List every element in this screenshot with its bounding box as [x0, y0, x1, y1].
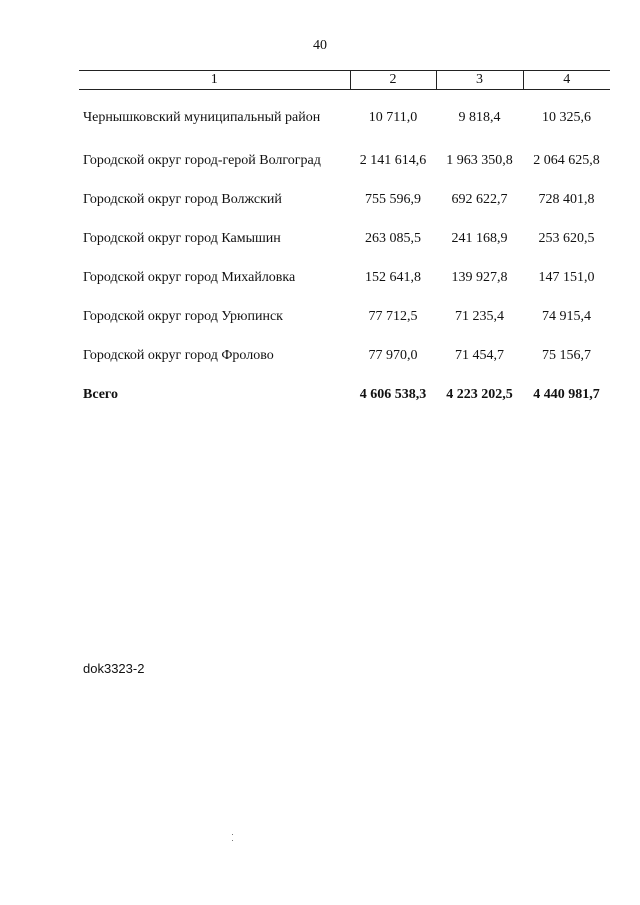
table-row [79, 90, 610, 142]
row-name: Городской округ город Урюпинск [83, 308, 283, 324]
table-header [79, 71, 610, 90]
document-code: dok3323-2 [83, 661, 145, 676]
scan-speck [232, 834, 233, 835]
table-body [79, 90, 610, 415]
row-value-col4: 10 325,6 [542, 109, 591, 125]
table-row [79, 219, 610, 258]
column-header-3: 3 [436, 71, 523, 90]
column-header-2: 2 [350, 71, 436, 90]
row-value-col3: 71 454,7 [455, 347, 504, 363]
row-value-col2: 77 970,0 [368, 347, 418, 363]
row-value-col4: 147 151,0 [538, 269, 595, 285]
row-value-col2: 755 596,9 [365, 191, 421, 207]
table-row [79, 141, 610, 180]
row-name: Городской округ город Михайловка [83, 269, 296, 285]
row-value-col4: 2 064 625,8 [533, 152, 600, 168]
row-value-col2: 2 141 614,6 [359, 152, 427, 168]
total-value-col2: 4 606 538,3 [359, 386, 427, 402]
row-name: Городской округ город-герой Волгоград [83, 152, 321, 168]
row-name: Городской округ город Камышин [83, 230, 281, 246]
table-row [79, 180, 610, 219]
row-name: Городской округ город Волжский [83, 191, 282, 207]
row-value-col4: 74 915,4 [542, 308, 591, 324]
budget-table [79, 70, 610, 414]
total-value-col3: 4 223 202,5 [446, 386, 513, 402]
table-row [79, 336, 610, 375]
table-row [79, 297, 610, 336]
row-value-col3: 241 168,9 [451, 230, 508, 246]
table-row [79, 258, 610, 297]
row-value-col3: 692 622,7 [451, 191, 508, 207]
scan-speck [232, 840, 233, 841]
header-row [79, 71, 610, 90]
row-name: Городской округ город Фролово [83, 347, 274, 363]
total-row [79, 375, 610, 414]
row-value-col2: 10 711,0 [368, 109, 418, 125]
column-header-4: 4 [523, 71, 610, 90]
row-value-col4: 728 401,8 [538, 191, 595, 207]
page-number: 40 [313, 38, 327, 53]
column-header-1: 1 [79, 71, 350, 90]
row-value-col3: 9 818,4 [458, 109, 501, 125]
row-value-col4: 75 156,7 [542, 347, 591, 363]
total-value-col4: 4 440 981,7 [533, 386, 600, 402]
row-value-col3: 71 235,4 [455, 308, 504, 324]
row-value-col4: 253 620,5 [538, 230, 595, 246]
row-value-col2: 77 712,5 [368, 308, 418, 324]
row-value-col3: 1 963 350,8 [446, 152, 513, 168]
row-value-col2: 263 085,5 [365, 230, 421, 246]
row-value-col3: 139 927,8 [451, 269, 508, 285]
row-name: Чернышковский муниципальный район [83, 109, 321, 125]
row-value-col2: 152 641,8 [365, 269, 421, 285]
total-label: Всего [83, 386, 118, 402]
